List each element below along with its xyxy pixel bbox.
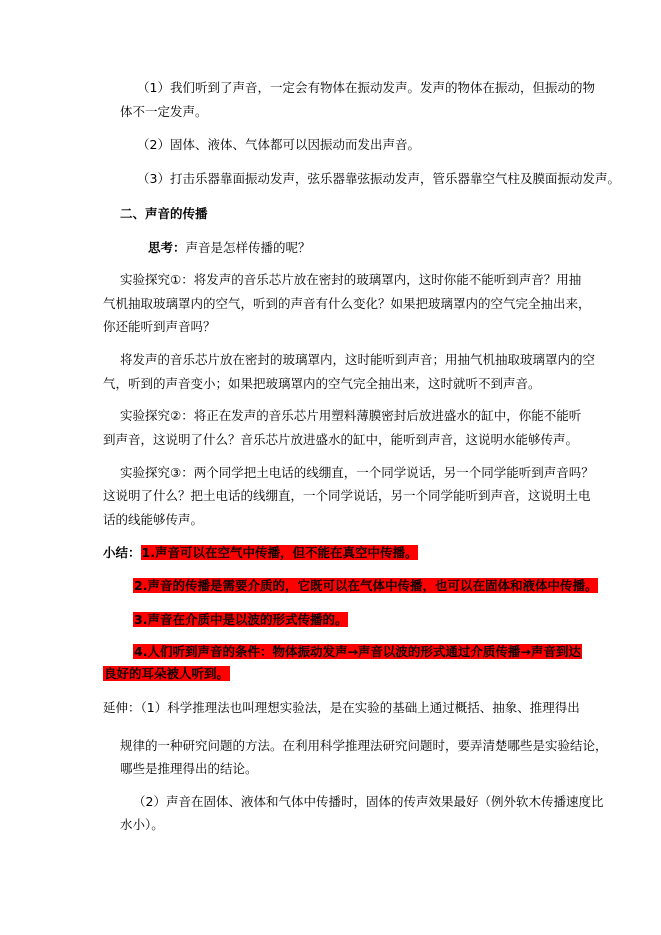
section-heading: 二、声音的传播 [120, 206, 208, 221]
ans1-line-1: 将发声的音乐芯片放在密封的玻璃罩内，这时能听到声音；用抽气机抽取玻璃罩内的空 [120, 352, 596, 367]
think-text: 声音是怎样传播的呢？ [185, 240, 311, 255]
summary-item-4-line-1 [133, 644, 582, 660]
exp3-line-2: 这说明了什么？把土电话的线绷直，一个同学说话，另一个同学能听到声音，这说明土电 [103, 488, 591, 503]
summary-item-1: 1.声音可以在空气中传播，但不能在真空中传播。 [141, 545, 418, 560]
extension-item-2-line-2: 水小）。 [120, 817, 164, 832]
para-2: （2）固体、液体、气体都可以因振动而发出声音。 [137, 137, 420, 152]
summary-line-1 [103, 545, 418, 561]
summary-item-3: 3.声音在介质中是以波的形式传播的。 [134, 612, 348, 627]
para-3: （3）打击乐器靠面振动发声，弦乐器靠弦振动发声，管乐器靠空气柱及膜面振动发声。 [137, 171, 620, 186]
summary-item-2: 2.声音的传播是需要介质的，它既可以在气体中传播，也可以在固体和液体中传播。 [134, 578, 598, 593]
summary-item-2-line [133, 578, 598, 594]
summary-item-4-part-2: 良好的耳朵被人听到。 [104, 666, 230, 681]
summary-item-4-line-2 [103, 666, 230, 682]
extension-item-1-line-3: 哪些是推理得出的结论。 [120, 761, 258, 776]
summary-item-4-part-1: 4.人们听到声音的条件：物体振动发声→声音以波的形式通过介质传播→声音到达 [134, 644, 581, 659]
exp1-line-1: 实验探究①：将发声的音乐芯片放在密封的玻璃罩内，这时你能不能听到声音？用抽 [120, 272, 582, 287]
extension-line-1 [103, 700, 580, 716]
summary-label: 小结： [103, 545, 141, 560]
extension-item-1-part-1: （1）科学推理法也叫理想实验法，是在实验的基础上通过概括、抽象、推理得出 [140, 700, 580, 715]
para-1-line-2: 体不一定发声。 [120, 104, 208, 119]
exp1-line-2: 气机抽取玻璃罩内的空气，听到的声音有什么变化？如果把玻璃罩内的空气完全抽出来， [103, 296, 591, 311]
exp3-line-3: 话的线能够传声。 [103, 512, 204, 527]
exp1-line-3: 你还能听到声音吗？ [103, 319, 216, 334]
ans1-line-2: 气，听到的声音变小；如果把玻璃罩内的空气完全抽出来，这时就听不到声音。 [103, 376, 541, 391]
think-line [148, 240, 311, 256]
para-1-line-1: （1）我们听到了声音，一定会有物体在振动发声。发声的物体在振动，但振动的物 [137, 80, 595, 95]
exp2-line-2: 到声音，这说明了什么？音乐芯片放进盛水的缸中，能听到声音，这说明水能够传声。 [103, 432, 579, 447]
extension-item-1-line-2: 规律的一种研究问题的方法。在利用科学推理法研究问题时，要弄清楚哪些是实验结论， [120, 738, 608, 753]
summary-item-3-line [133, 612, 348, 628]
extension-item-2-line-1: （2）声音在固体、液体和气体中传播时，固体的传声效果最好（例外软木传播速度比 [133, 794, 604, 809]
exp2-line-1: 实验探究②：将正在发声的音乐芯片用塑料薄膜密封后放进盛水的缸中，你能不能听 [120, 408, 582, 423]
extension-label: 延伸： [103, 700, 141, 715]
think-label: 思考： [148, 240, 186, 255]
exp3-line-1: 实验探究③：两个同学把土电话的线绷直，一个同学说话，另一个同学能听到声音吗？ [120, 465, 594, 480]
